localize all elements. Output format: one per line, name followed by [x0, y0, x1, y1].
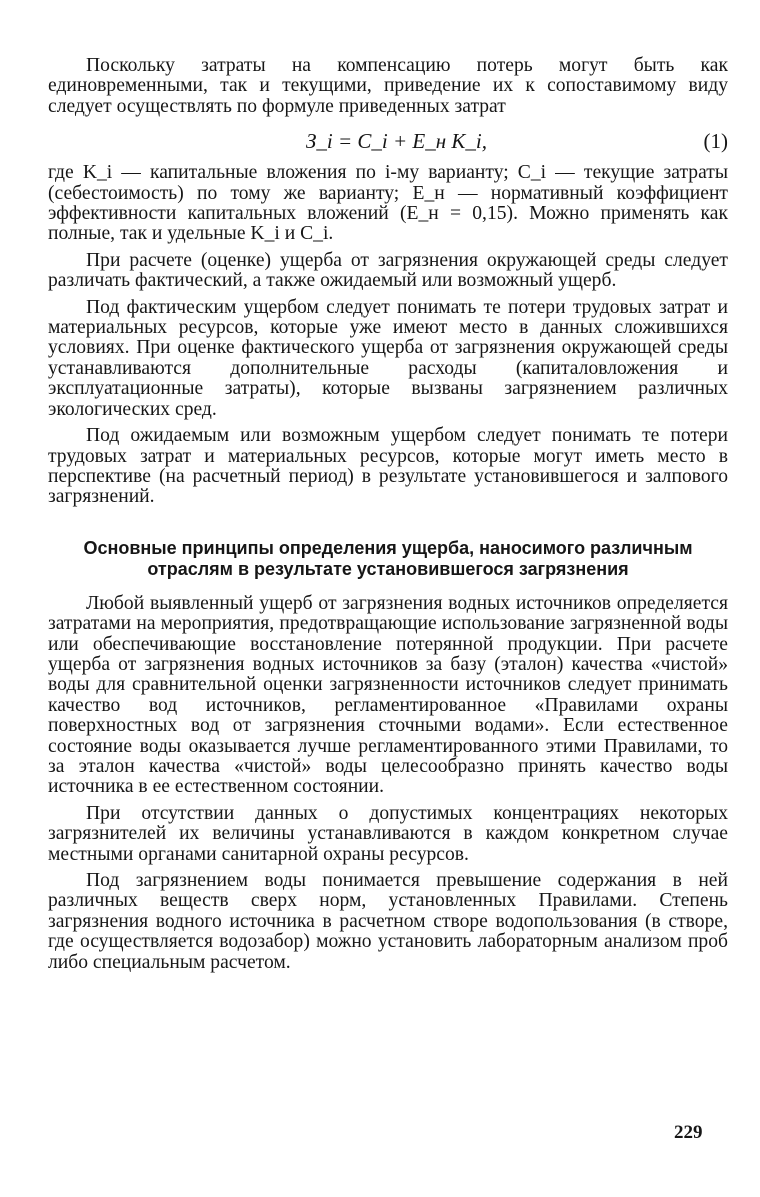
- section-heading-line-2: отраслям в результате установившегося загрязнения: [147, 558, 629, 579]
- paragraph-actual-damage: Под фактическим ущербом следует понимать те потери трудовых затрат и материальных ресурсов, которые уже имеют место в данных сложившихся условиях. При оценке фактического ущерба от загрязнения окружающей среды устанавливаются дополнительные расходы (капиталовложения и эксплуатационные затраты), которые вызваны загрязнением различных экологических сред.: [48, 296, 728, 420]
- paragraph-expected-damage: Под ожидаемым или возможным ущербом следует понимать те потери трудовых затрат и материальных ресурсов, которые могут иметь место в перспективе (на расчетный период) в результате установившегося и залпового загрязнений.: [48, 425, 728, 508]
- paragraph-water-damage: Любой выявленный ущерб от загрязнения водных источников определяется затратами на мероприятия, предотвращающие использование загрязненной воды или обеспечивающие восстановление потерянной продукции. При расчете ущерба от загрязнения водных источников за базу (эталон) качества «чистой» воды для сравнительной оценки загрязненности источников следует принимать качество вод источников, регламентированное «Правилами охраны поверхностных вод от загрязнения сточными водами». Если естественное состояние воды оказывается лучше регламентированного этими Правилами, то за эталон качества «чистой» воды целесообразно принять качество воды источника в ее естественном состоянии.: [48, 592, 728, 798]
- paragraph-water-pollution: Под загрязнением воды понимается превышение содержания в ней различных веществ сверх норм, установленных Правилами. Степень загрязнения водного источника в расчетном створе водопользования (в створе, где осуществляется водозабор) можно установить лабораторным анализом проб либо специальным расчетом.: [48, 870, 728, 973]
- formula-number: (1): [703, 129, 728, 154]
- formula-expression: З_i = C_i + E_н K_i,: [306, 129, 488, 154]
- paragraph-formula-legend: где K_i — капитальные вложения по i-му варианту; C_i — текущие затраты (себестоимость) по тому же варианту; E_н — нормативный коэффициент эффективности капитальных вложений (E_н = 0,15). Можно применять как полные, так и удельные K_i и C_i.: [48, 162, 728, 245]
- paragraph-permissible-concentrations: При отсутствии данных о допустимых концентрациях некоторых загрязнителей их величины устанавливаются в каждом конкретном случае местными органами санитарной охраны ресурсов.: [48, 802, 728, 865]
- paragraph-damage-types: При расчете (оценке) ущерба от загрязнения окружающей среды следует различать фактический, а также ожидаемый или возможный ущерб.: [48, 249, 728, 292]
- formula-reduced-costs: [48, 123, 728, 159]
- page-number: 229: [674, 1122, 703, 1143]
- section-heading: [48, 538, 728, 580]
- section-heading-line-1: Основные принципы определения ущерба, наносимого различным: [83, 537, 693, 558]
- paragraph-intro: Поскольку затраты на компенсацию потерь могут быть как единовременными, так и текущими, приведение их к сопоставимому виду следует осуществлять по формуле приведенных затрат: [48, 55, 728, 117]
